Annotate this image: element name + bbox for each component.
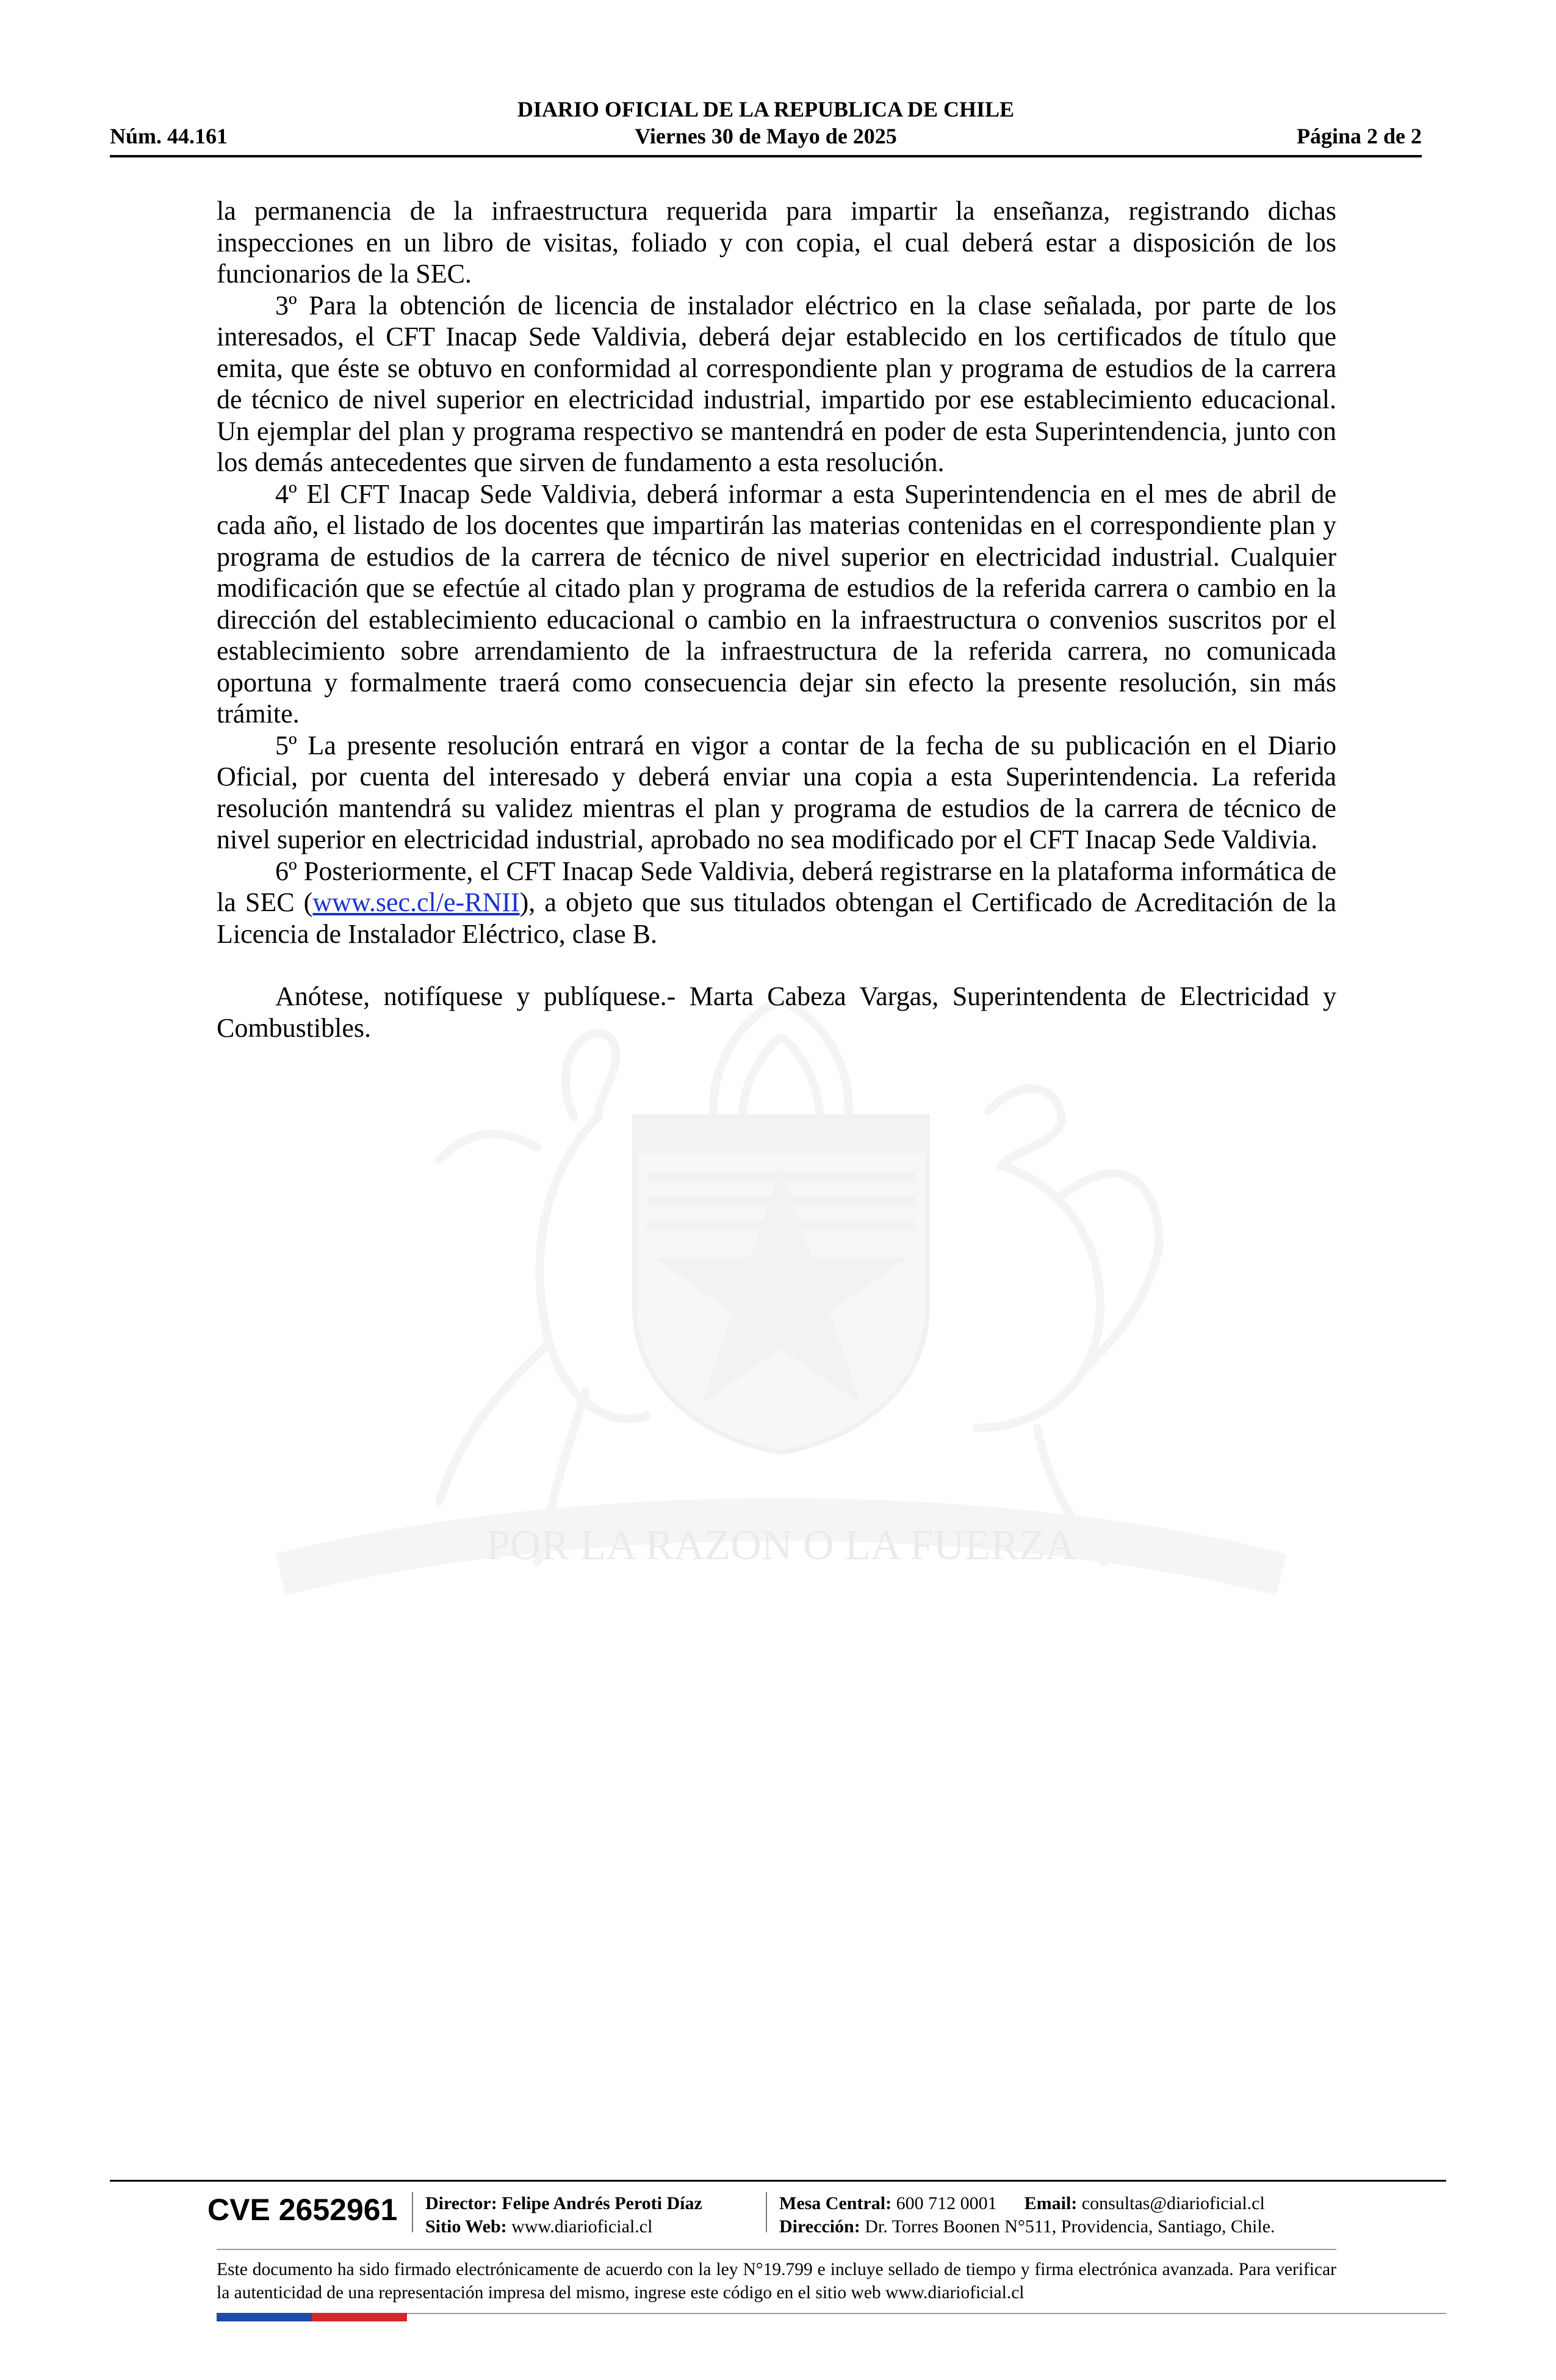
document-body — [217, 195, 1336, 1044]
address-line — [779, 2215, 1275, 2238]
footer-thin-divider — [217, 2249, 1336, 2250]
signature-paragraph: Anótese, notifíquese y publíquese.- Marta Cabeza Vargas, Superintendenta de Electricidad y Combustibles. — [217, 981, 1336, 1043]
website-label: Sitio Web: — [425, 2216, 507, 2237]
flag-blue-segment — [217, 2313, 312, 2321]
phone-label: Mesa Central: — [779, 2193, 892, 2213]
address-label: Dirección: — [779, 2216, 860, 2237]
address-value: Dr. Torres Boonen N°511, Providencia, Santiago, Chile. — [865, 2216, 1275, 2237]
footer-divider — [110, 2180, 1446, 2182]
sec-rnii-link[interactable]: www.sec.cl/e-RNII — [312, 887, 520, 917]
director-label: Director: — [425, 2193, 497, 2213]
footer-bottom-rule — [407, 2313, 1446, 2314]
watermark-motto: POR LA RAZON O LA FUERZA — [486, 1522, 1076, 1569]
page-indicator: Página 2 de 2 — [1296, 124, 1422, 148]
newspaper-title: DIARIO OFICIAL DE LA REPUBLICA DE CHILE — [517, 97, 1015, 121]
page-header — [110, 92, 1422, 157]
website-link[interactable]: www.diarioficial.cl — [511, 2216, 653, 2237]
flag-red-segment — [312, 2313, 407, 2321]
flag-color-bar — [217, 2313, 407, 2321]
phone-value: 600 712 0001 — [896, 2193, 997, 2213]
paragraph: 5º La presente resolución entrará en vigor a contar de la fecha de su publicación en el Diario Oficial, por cuenta del interesado y deberá enviar una copia a esta Superintendencia. La referida resolución mantendrá su validez mientras el plan y programa de estudios de la carrera de técnico de nivel superior en electricidad industrial, aprobado no sea modificado por el CFT Inacap Sede Valdivia. — [217, 730, 1336, 854]
footer-separator — [766, 2192, 767, 2232]
paragraph-text: 6º Posteriormente, el CFT Inacap Sede Valdivia, deberá registrarse en la plataforma informática de la SEC ( — [217, 856, 1336, 917]
paragraph: la permanencia de la infraestructura requerida para impartir la enseñanza, registrando dichas inspecciones en un libro de visitas, foliado y con copia, el cual deberá estar a disposición de los funcionarios de la SEC. — [217, 196, 1336, 289]
paragraph: 4º El CFT Inacap Sede Valdivia, deberá informar a esta Superintendencia en el mes de abril de cada año, el listado de los docentes que impartirán las materias contenidas en el correspondiente plan y programa de estudios de la carrera de técnico de nivel superior en electricidad industrial. Cualquier modificación que se efectúe al citado plan y programa de estudios de la referida carrera o cambio en la dirección del establecimiento educacional o cambio en la infraestructura o convenios suscritos por el establecimiento sobre arrendamiento de la infraestructura de la referida carrera, no comunicada oportuna y formalmente traerá como consecuencia dejar sin efecto la presente resolución, sin más trámite. — [217, 478, 1336, 729]
paragraph — [217, 856, 1336, 950]
chilean-coat-of-arms-icon — [207, 964, 1355, 1666]
paragraph: 3º Para la obtención de licencia de instalador eléctrico en la clase señalada, por parte de los interesados, el CFT Inacap Sede Valdivia, deberá dejar establecido en los certificados de título que emita, que éste se obtuvo en conformidad al correspondiente plan y programa de estudios de la carrera de técnico de nivel superior en electricidad industrial, impartido por ese establecimiento educacional. Un ejemplar del plan y programa respectivo se mantendrá en poder de esta Superintendencia, junto con los demás antecedentes que sirven de fundamento a esta resolución. — [217, 290, 1336, 477]
footer-separator — [412, 2192, 413, 2232]
phone-email-line — [779, 2192, 1265, 2215]
paragraph-text: ), a objeto que sus titulados obtengan el Certificado de Acreditación de la Licencia de Instalador Eléctrico, clase B. — [217, 887, 1337, 949]
issue-number: Núm. 44.161 — [110, 124, 228, 148]
issue-date: Viernes 30 de Mayo de 2025 — [635, 124, 897, 148]
director-line — [425, 2192, 702, 2215]
director-value: Felipe Andrés Peroti Díaz — [502, 2193, 702, 2213]
website-line — [425, 2215, 652, 2238]
email-label: Email: — [1024, 2193, 1078, 2213]
cve-code: CVE 2652961 — [207, 2193, 398, 2227]
email-link[interactable]: consultas@diarioficial.cl — [1081, 2193, 1265, 2213]
legal-notice: Este documento ha sido firmado electrónicamente de acuerdo con la ley N°19.799 e incluye sellado de tiempo y firma electrónica avanzada. Para verificar la autenticidad de una representación impresa del mismo, ingrese este código en el sitio web www.diarioficial.cl — [217, 2260, 1336, 2302]
